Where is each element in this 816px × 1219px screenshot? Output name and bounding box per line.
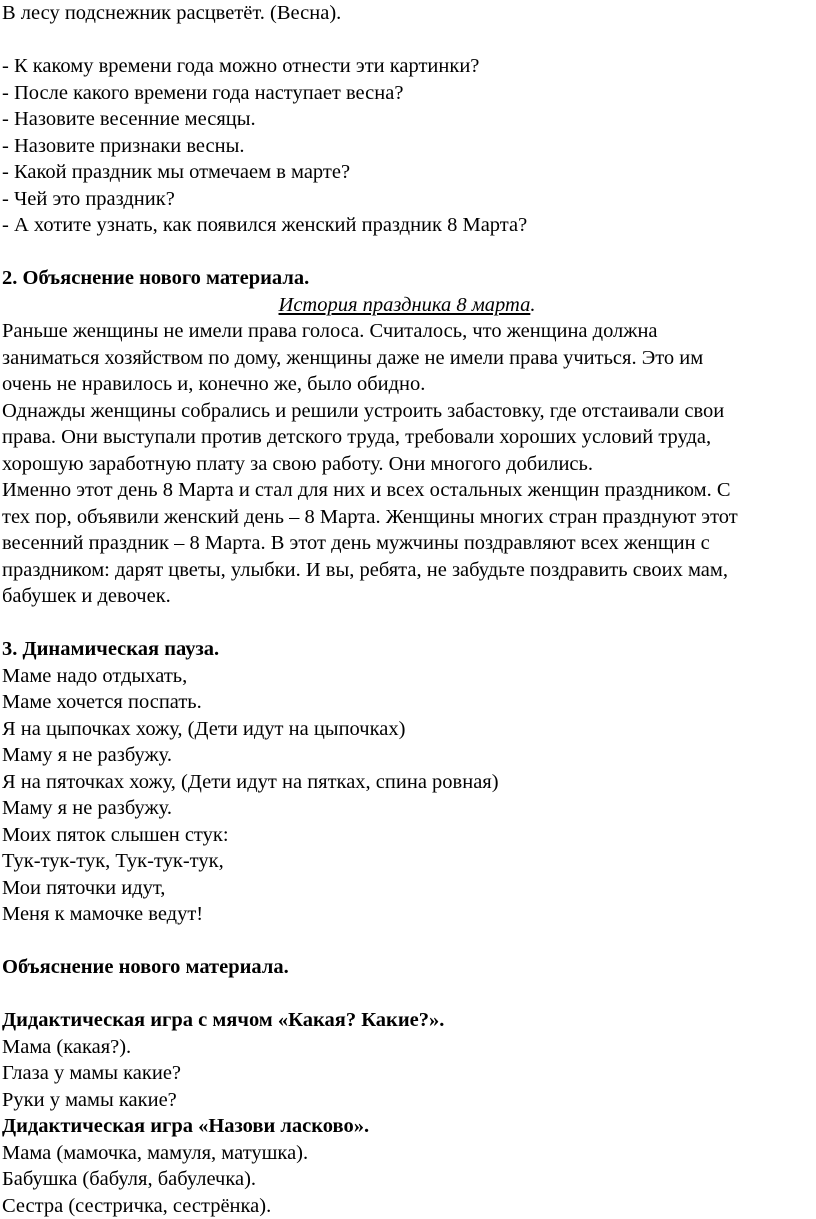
poem xyxy=(2,663,812,928)
spacer xyxy=(2,928,812,955)
game-line: Мама (мамочка, мамуля, матушка). xyxy=(2,1140,812,1167)
poem-line: Тук-тук-тук, Тук-тук-тук, xyxy=(2,848,812,875)
spring-riddle-answer: В лесу подснежник расцветёт. (Весна). xyxy=(2,0,812,27)
question-line: - А хотите узнать, как появился женский праздник 8 Марта? xyxy=(2,212,812,239)
story-title-period: . xyxy=(530,294,535,316)
game-heading-affectionate: Дидактическая игра «Назови ласково». xyxy=(2,1113,812,1140)
poem-line: Моих пяток слышен стук: xyxy=(2,822,812,849)
paragraph-line: бабушек и девочек. xyxy=(2,583,812,610)
game-line: Бабушка (бабуля, бабулечка). xyxy=(2,1166,812,1193)
spacer xyxy=(2,610,812,637)
question-line: - Какой праздник мы отмечаем в марте? xyxy=(2,159,812,186)
story-title xyxy=(2,292,812,319)
paragraph-line: праздником: дарят цветы, улыбки. И вы, ребята, не забудьте поздравить своих мам, xyxy=(2,557,812,584)
poem-line: Маму я не разбужу. xyxy=(2,795,812,822)
section-heading-explanation: 2. Объяснение нового материала. xyxy=(2,265,812,292)
question-line: - Назовите весенние месяцы. xyxy=(2,106,812,133)
poem-line: Мои пяточки идут, xyxy=(2,875,812,902)
question-line: - Чей это праздник? xyxy=(2,186,812,213)
spacer xyxy=(2,27,812,54)
paragraph-line: хорошую заработную плату за свою работу. Они многого добились. xyxy=(2,451,812,478)
paragraph-line: тех пор, объявили женский день – 8 Марта. Женщины многих стран празднуют этот xyxy=(2,504,812,531)
game-line: Глаза у мамы какие? xyxy=(2,1060,812,1087)
question-line: - Назовите признаки весны. xyxy=(2,133,812,160)
poem-line: Маму я не разбужу. xyxy=(2,742,812,769)
paragraph-line: Именно этот день 8 Марта и стал для них и всех остальных женщин праздником. С xyxy=(2,477,812,504)
poem-line: Я на цыпочках хожу, (Дети идут на цыпочках) xyxy=(2,716,812,743)
game-line: Руки у мамы какие? xyxy=(2,1087,812,1114)
poem-line: Я на пяточках хожу, (Дети идут на пятках, спина ровная) xyxy=(2,769,812,796)
paragraph-line: заниматься хозяйством по дому, женщины даже не имели права учиться. Это им xyxy=(2,345,812,372)
poem-line: Маме надо отдыхать, xyxy=(2,663,812,690)
paragraph-line: весенний праздник – 8 Марта. В этот день мужчины поздравляют всех женщин с xyxy=(2,530,812,557)
paragraph-line: очень не нравилось и, конечно же, было обидно. xyxy=(2,371,812,398)
poem-line: Маме хочется поспать. xyxy=(2,689,812,716)
spacer xyxy=(2,981,812,1008)
story-title-text: История праздника 8 марта xyxy=(279,294,531,316)
section-heading-new-material: Объяснение нового материала. xyxy=(2,954,812,981)
poem-line: Меня к мамочке ведут! xyxy=(2,901,812,928)
spacer xyxy=(2,239,812,266)
story-paragraph xyxy=(2,318,812,610)
game-line: Мама (какая?). xyxy=(2,1034,812,1061)
question-list xyxy=(2,53,812,239)
paragraph-line: Однажды женщины собрались и решили устроить забастовку, где отстаивали свои xyxy=(2,398,812,425)
question-line: - К какому времени года можно отнести эти картинки? xyxy=(2,53,812,80)
document-page xyxy=(2,0,812,1219)
question-line: - После какого времени года наступает весна? xyxy=(2,80,812,107)
game-line: Сестра (сестричка, сестрёнка). xyxy=(2,1193,812,1219)
paragraph-line: права. Они выступали против детского труда, требовали хороших условий труда, xyxy=(2,424,812,451)
paragraph-line: Раньше женщины не имели права голоса. Считалось, что женщина должна xyxy=(2,318,812,345)
game-heading-ball: Дидактическая игра с мячом «Какая? Какие?». xyxy=(2,1007,812,1034)
game-ball-lines xyxy=(2,1034,812,1114)
game-affectionate-lines xyxy=(2,1140,812,1219)
section-heading-dynamic-pause: 3. Динамическая пауза. xyxy=(2,636,812,663)
